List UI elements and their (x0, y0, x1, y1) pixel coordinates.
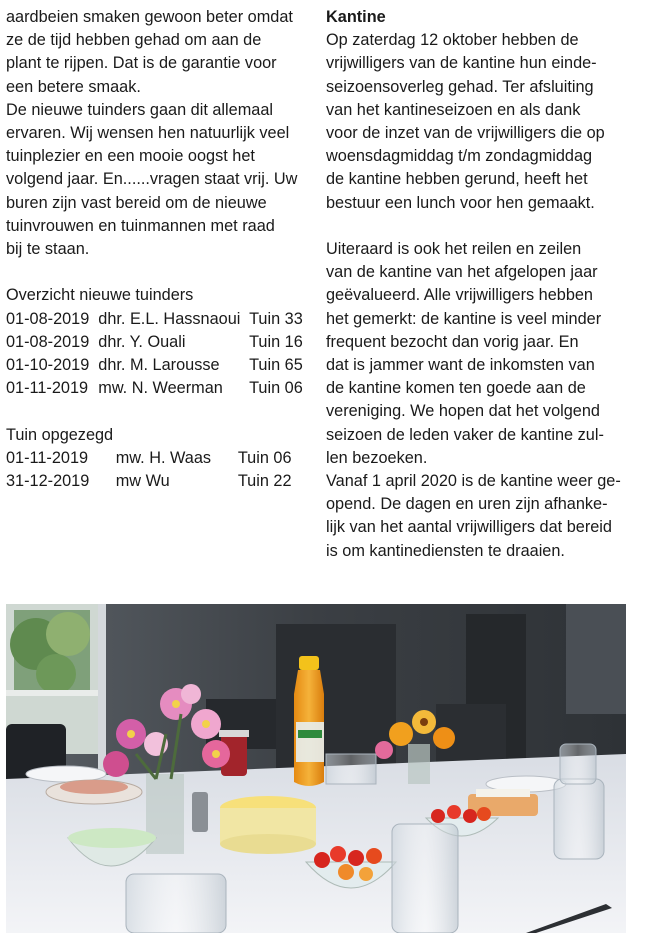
intro-paragraph (6, 6, 306, 261)
table-row (6, 308, 306, 331)
text-line: seizoensoverleg gehad. Ter afsluiting (326, 77, 594, 96)
date-cell: 01-08-2019 (6, 309, 90, 328)
text-line: lijk van het aantal vrijwilligers dat bereid (326, 518, 612, 537)
text-line: voor de inzet van de vrijwilligers die op (326, 124, 605, 143)
right-column (326, 6, 644, 563)
left-column (6, 6, 306, 493)
text-line: geëvalueerd. Alle vrijwilligers hebben (326, 286, 593, 305)
photo-illustration (6, 604, 626, 933)
kantine-heading: Kantine (326, 8, 386, 26)
name-cell: dhr. Y. Ouali (98, 332, 186, 351)
text-line: Vanaf 1 april 2020 is de kantine weer ge- (326, 472, 621, 491)
text-line: tuinplezier en een mooie oogst het (6, 147, 255, 166)
tuin-cell: Tuin 33 (249, 309, 303, 328)
text-line: Op zaterdag 12 oktober hebben de (326, 31, 579, 50)
text-line: ervaren. Wij wensen hen natuurlijk veel (6, 124, 290, 143)
text-line: dat is jammer want de inkomsten van (326, 356, 595, 375)
tuin-cell: Tuin 06 (249, 379, 303, 398)
name-cell: dhr. M. Larousse (98, 356, 220, 375)
text-line: een betere smaak. (6, 77, 141, 96)
text-line: is om kantinediensten te draaien. (326, 541, 565, 560)
table-row (6, 331, 306, 354)
name-cell: dhr. E.L. Hassnaoui (98, 309, 241, 328)
table-row (6, 354, 306, 377)
name-cell: mw Wu (115, 472, 170, 491)
table-row (6, 447, 306, 470)
glass-front-left (126, 874, 226, 933)
tuin-cell: Tuin 06 (237, 448, 292, 467)
text-line: van het kantineseizoen en als dank (326, 100, 581, 119)
date-cell: 01-11-2019 (6, 379, 89, 398)
text-line: de kantine hebben gerund, heeft het (326, 170, 588, 189)
text-line: opend. De dagen en uren zijn afhanke- (326, 495, 608, 514)
new-members-table (6, 308, 306, 401)
name-cell: mw. H. Waas (115, 448, 212, 467)
table-row (6, 470, 306, 493)
text-line: len bezoeken. (326, 448, 428, 467)
text-line: aardbeien smaken gewoon beter omdat (6, 8, 293, 26)
glass-front-center (392, 824, 458, 933)
text-line: plant te rijpen. Dat is de garantie voor (6, 54, 277, 73)
glass-right (554, 779, 604, 859)
text-line: Uiteraard is ook het reilen en zeilen (326, 240, 582, 259)
text-line: buren zijn vast bereid om de nieuwe (6, 193, 267, 212)
text-line: tuinvrouwen en tuinmannen met raad (6, 216, 275, 235)
date-cell: 31-12-2019 (6, 472, 90, 491)
text-line: volgend jaar. En......vragen staat vrij. Uw (6, 170, 298, 189)
text-line: De nieuwe tuinders gaan dit allemaal (6, 100, 273, 119)
text-line: vereniging. We hopen dat het volgend (326, 402, 600, 421)
cancelled-title: Tuin opgezegd (6, 425, 114, 444)
text-line: bestuur een lunch voor hen gemaakt. (326, 193, 595, 212)
orange-juice-bottle (294, 656, 324, 786)
text-line: bij te staan. (6, 240, 90, 259)
date-cell: 01-10-2019 (6, 356, 90, 375)
table-row (6, 377, 306, 400)
text-line: woensdagmiddag t/m zondagmiddag (326, 147, 593, 166)
new-members-title: Overzicht nieuwe tuinders (6, 286, 194, 305)
text-line: de kantine komen ten goede aan de (326, 379, 586, 398)
text-line: frequent bezocht dan vorig jaar. En (326, 332, 579, 351)
text-line: van de kantine van het afgelopen jaar (326, 263, 598, 282)
date-cell: 01-08-2019 (6, 332, 90, 351)
date-cell: 01-11-2019 (6, 448, 89, 467)
tuin-cell: Tuin 16 (249, 332, 303, 351)
cheese-spread-tub (220, 796, 316, 854)
text-line: seizoen de leden vaker de kantine zul- (326, 425, 604, 444)
text-line: het gemerkt: de kantine is veel minder (326, 309, 602, 328)
name-cell: mw. N. Weerman (98, 379, 223, 398)
kantine-paragraph-1 (326, 29, 644, 215)
cancelled-table (6, 447, 306, 493)
text-line: ze de tijd hebben gehad om aan de (6, 31, 262, 50)
kantine-paragraph-2 (326, 238, 644, 563)
tuin-cell: Tuin 22 (237, 472, 292, 491)
lunch-table-photo (6, 604, 626, 933)
text-line: vrijwilligers van de kantine hun einde- (326, 54, 597, 73)
tuin-cell: Tuin 65 (249, 356, 303, 375)
